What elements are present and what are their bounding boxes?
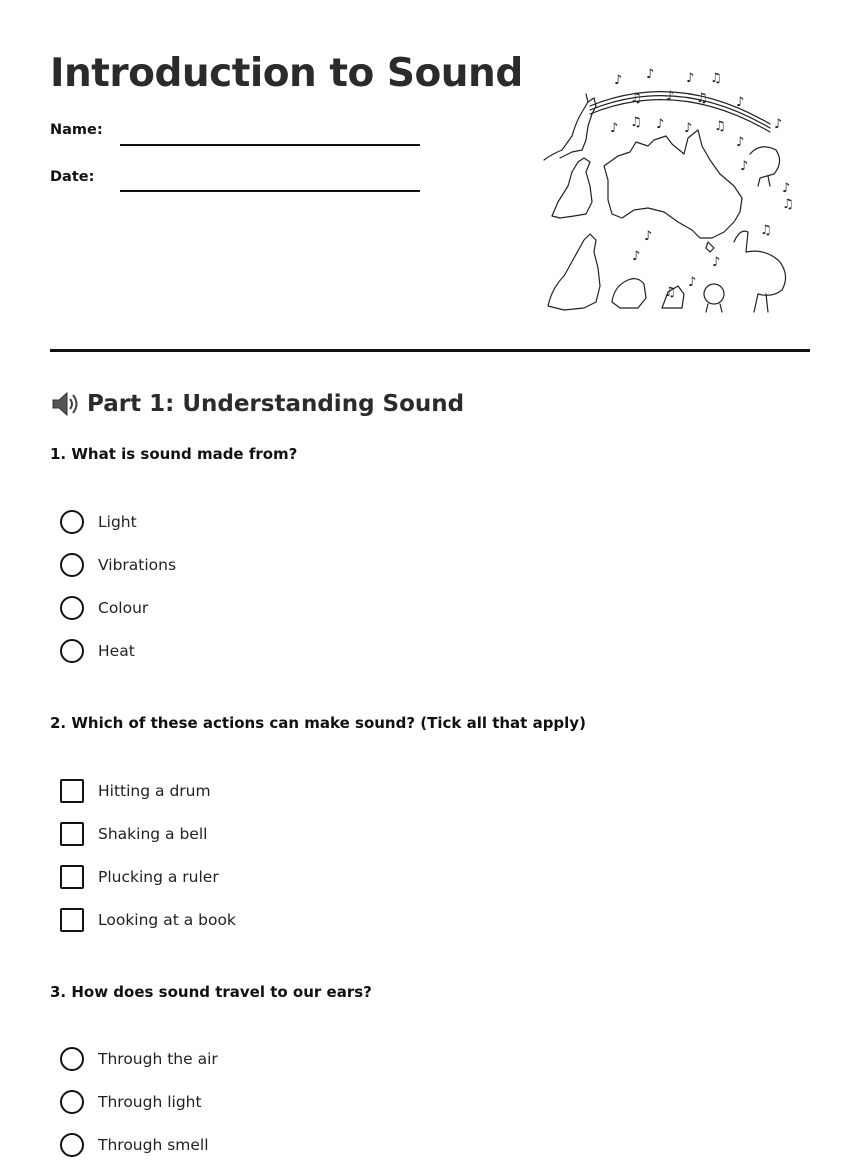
option-label: Colour	[98, 599, 149, 617]
option-label: Through light	[98, 1093, 202, 1111]
option-label: Heat	[98, 642, 135, 660]
radio-button[interactable]	[60, 510, 84, 534]
svg-text:♪: ♪	[740, 159, 749, 174]
question-2-text: 2. Which of these actions can make sound? (Tick all that apply)	[50, 714, 586, 732]
svg-text:♪: ♪	[614, 73, 623, 88]
worksheet-title: Introduction to Sound	[50, 51, 523, 96]
date-label: Date:	[50, 169, 95, 185]
svg-text:♫: ♫	[630, 115, 642, 130]
q2-option-ruler[interactable]	[60, 864, 219, 890]
option-label: Hitting a drum	[98, 782, 211, 800]
name-label: Name:	[50, 122, 103, 138]
option-label: Light	[98, 513, 137, 531]
svg-text:♪: ♪	[666, 89, 675, 104]
svg-text:♪: ♪	[684, 121, 693, 136]
section-1-title-text: Part 1: Understanding Sound	[87, 391, 465, 417]
option-label: Looking at a book	[98, 911, 236, 929]
q1-option-vibrations[interactable]	[60, 552, 176, 578]
q2-option-drum[interactable]	[60, 778, 211, 804]
svg-text:♫: ♫	[782, 197, 794, 212]
radio-button[interactable]	[60, 639, 84, 663]
radio-button[interactable]	[60, 1133, 84, 1157]
checkbox[interactable]	[60, 865, 84, 889]
option-label: Shaking a bell	[98, 825, 208, 843]
svg-text:♪: ♪	[610, 121, 619, 136]
checkbox[interactable]	[60, 779, 84, 803]
svg-text:♪: ♪	[782, 181, 791, 196]
svg-text:♫: ♫	[760, 223, 772, 238]
speaker-icon	[50, 389, 80, 419]
question-1-text: 1. What is sound made from?	[50, 445, 298, 463]
svg-text:♫: ♫	[714, 119, 726, 134]
svg-text:♫: ♫	[696, 91, 708, 106]
svg-text:♪: ♪	[736, 95, 745, 110]
svg-text:♪: ♪	[688, 275, 697, 290]
svg-text:♪: ♪	[736, 135, 745, 150]
svg-text:♪: ♪	[774, 117, 783, 132]
header-divider	[50, 349, 810, 352]
date-field[interactable]	[120, 190, 420, 192]
option-label: Through smell	[98, 1136, 209, 1154]
radio-button[interactable]	[60, 1090, 84, 1114]
name-field[interactable]	[120, 144, 420, 146]
q3-option-air[interactable]	[60, 1046, 218, 1072]
q3-option-light[interactable]	[60, 1089, 202, 1115]
checkbox[interactable]	[60, 822, 84, 846]
radio-button[interactable]	[60, 1047, 84, 1071]
q2-option-book[interactable]	[60, 907, 236, 933]
radio-button[interactable]	[60, 553, 84, 577]
checkbox[interactable]	[60, 908, 84, 932]
q2-option-bell[interactable]	[60, 821, 207, 847]
section-1-title	[50, 389, 464, 419]
svg-text:♪: ♪	[686, 71, 695, 86]
svg-text:♪: ♪	[656, 117, 665, 132]
option-label: Vibrations	[98, 556, 177, 574]
svg-text:♪: ♪	[712, 255, 721, 270]
svg-text:♪: ♪	[646, 67, 655, 82]
q3-option-smell[interactable]	[60, 1132, 209, 1158]
australia-map-animals-music-illustration	[538, 62, 800, 317]
q1-option-heat[interactable]	[60, 638, 135, 664]
q1-option-light[interactable]	[60, 509, 137, 535]
svg-text:♫: ♫	[664, 285, 676, 300]
svg-text:♫: ♫	[630, 91, 642, 106]
option-label: Through the air	[98, 1050, 218, 1068]
radio-button[interactable]	[60, 596, 84, 620]
option-label: Plucking a ruler	[98, 868, 219, 886]
svg-text:♪: ♪	[632, 249, 641, 264]
svg-text:♫: ♫	[710, 71, 722, 86]
question-3-text: 3. How does sound travel to our ears?	[50, 983, 372, 1001]
q1-option-colour[interactable]	[60, 595, 148, 621]
svg-text:♪: ♪	[644, 229, 653, 244]
